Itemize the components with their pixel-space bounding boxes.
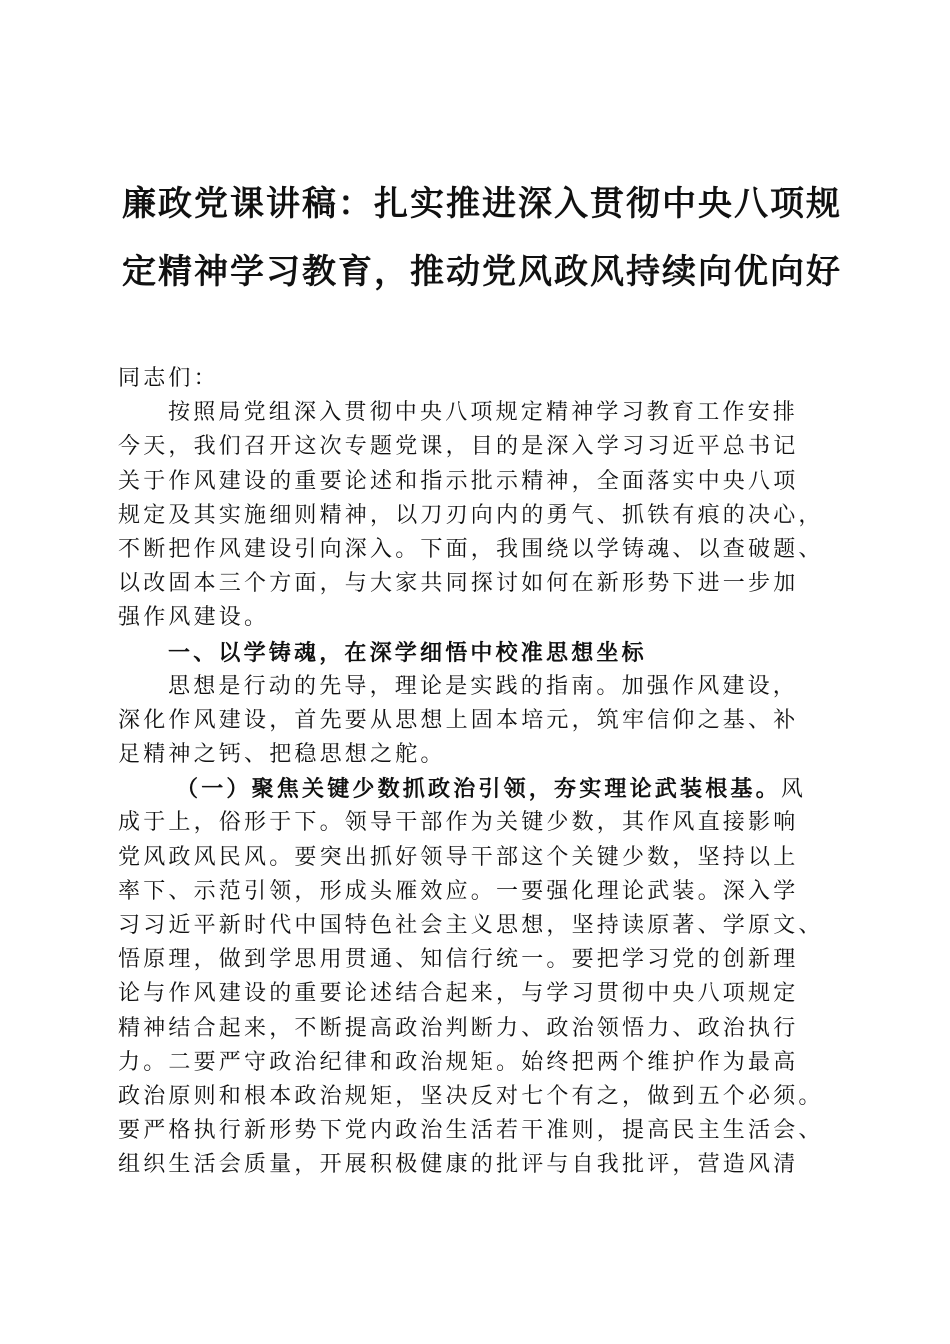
document-body (118, 362, 830, 1183)
paragraph-1-line: 关于作风建设的重要论述和指示批示精神，全面落实中央八项 (118, 468, 799, 494)
paragraph-1-line: 强作风建设。 (118, 605, 270, 631)
paragraph-1-line: 今天，我们召开这次专题党课，目的是深入学习习近平总书记 (118, 434, 799, 460)
paragraph-3-line: 论与作风建设的重要论述结合起来，与学习贯彻中央八项规定 (118, 981, 799, 1007)
greeting: 同志们： (118, 366, 219, 391)
paragraph-3-line: 率下、示范引领，形成头雁效应。一要强化理论武装。深入学 (118, 878, 799, 904)
subheading-1: （一）聚焦关键少数抓政治引领，夯实理论武装根基。 (176, 776, 781, 803)
paragraph-3-line: 精神结合起来，不断提高政治判断力、政治领悟力、政治执行 (118, 1015, 799, 1041)
paragraph-3-line: 成于上，俗形于下。领导干部作为关键少数，其作风直接影响 (118, 810, 799, 836)
paragraph-1-line: 以改固本三个方面，与大家共同探讨如何在新形势下进一步加 (118, 571, 799, 597)
subheading-1-tail: 风 (780, 777, 807, 803)
paragraph-3-line: 要严格执行新形势下党内政治生活若干准则，提高民主生活会、 (118, 1118, 824, 1144)
paragraph-1-line: 规定及其实施细则精神，以刀刃向内的勇气、抓铁有痕的决心， (118, 502, 824, 528)
section-heading-1: 一、以学铸魂，在深学细悟中校准思想坐标 (168, 639, 647, 666)
paragraph-3-line: 政治原则和根本政治规矩，坚决反对七个有之，做到五个必须。 (118, 1083, 824, 1109)
paragraph-3-line: 组织生活会质量，开展积极健康的批评与自我批评，营造风清 (118, 1152, 799, 1178)
paragraph-3-line: 悟原理，做到学思用贯通、知信行统一。要把学习党的创新理 (118, 947, 799, 973)
subheading-line (118, 772, 830, 806)
paragraph-2-line: 足精神之钙、把稳思想之舵。 (118, 742, 446, 768)
paragraph-3-line: 力。二要严守政治纪律和政治规矩。始终把两个维护作为最高 (118, 1049, 799, 1075)
document-title (122, 170, 842, 306)
title-line-1: 廉政党课讲稿：扎实推进深入贯彻中央八项规 (122, 184, 842, 224)
title-line-2: 定精神学习教育，推动党风政风持续向优向好 (122, 252, 842, 292)
paragraph-2-line: 思想是行动的先导，理论是实践的指南。加强作风建设， (168, 673, 799, 699)
paragraph-2-line: 深化作风建设，首先要从思想上固本培元，筑牢信仰之基、补 (118, 707, 799, 733)
paragraph-1-line: 按照局党组深入贯彻中央八项规定精神学习教育工作安排 (168, 400, 799, 426)
paragraph-3-line: 党风政风民风。要突出抓好领导干部这个关键少数，坚持以上 (118, 844, 799, 870)
paragraph-3-line: 习习近平新时代中国特色社会主义思想，坚持读原著、学原文、 (118, 913, 824, 938)
paragraph-1-line: 不断把作风建设引向深入。下面，我围绕以学铸魂、以查破题、 (118, 536, 824, 562)
